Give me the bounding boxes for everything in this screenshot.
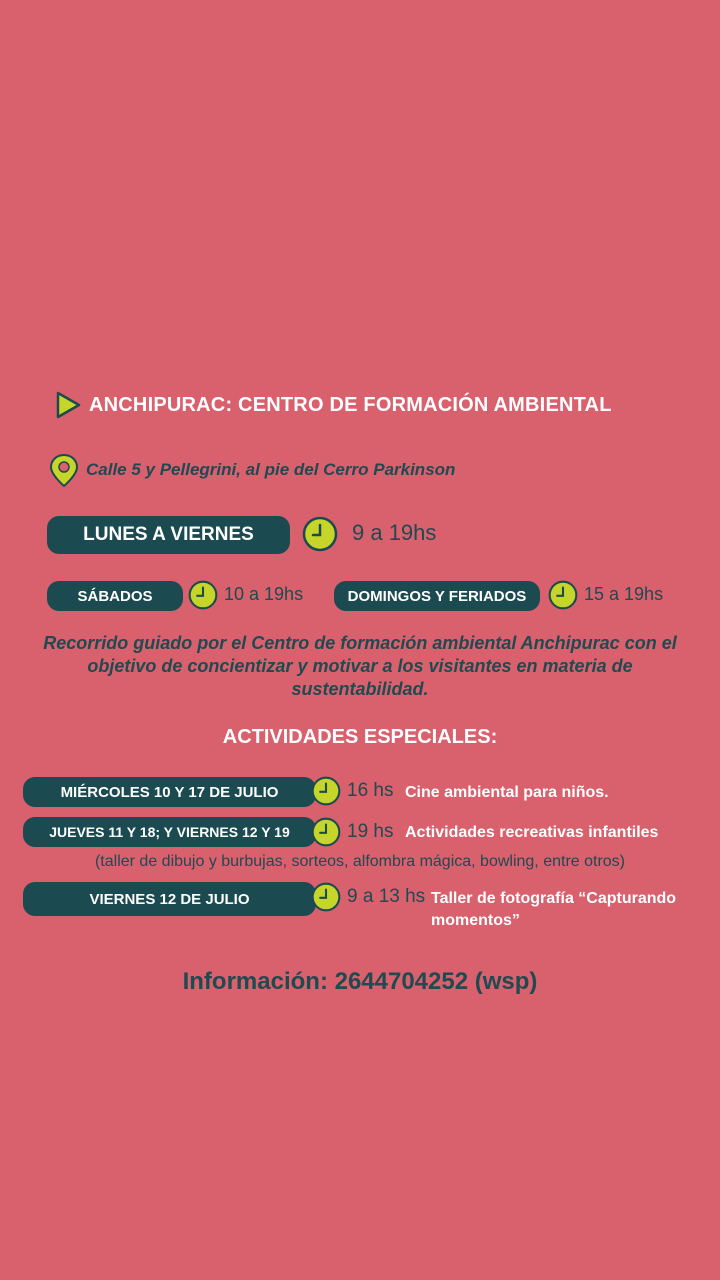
address-text: Calle 5 y Pellegrini, al pie del Cerro Parkinson	[86, 460, 456, 479]
description: Recorrido guiado por el Centro de formación ambiental Anchipurac con el objetivo de concientizar y motivar a los visitantes en materia de sustentabilidad.	[43, 633, 677, 699]
clock-icon	[311, 882, 341, 912]
clock-icon	[548, 580, 578, 610]
activity-name: Actividades recreativas infantiles	[405, 824, 659, 841]
weekdays-label	[47, 516, 290, 554]
clock-icon	[311, 817, 341, 847]
activity-name: Cine ambiental para niños.	[405, 784, 609, 801]
sundays-label	[334, 581, 540, 611]
saturdays-label-text: SÁBADOS	[77, 587, 153, 605]
address-row	[48, 452, 455, 488]
activity-date	[23, 777, 316, 807]
weekdays-hours: 9 a 19hs	[352, 520, 437, 545]
activity-date-text: JUEVES 11 Y 18; Y VIERNES 12 Y 19	[49, 824, 290, 840]
page-title: ANCHIPURAC: CENTRO DE FORMACIÓN AMBIENTAL	[89, 393, 612, 416]
play-icon	[55, 390, 81, 420]
saturdays-label	[47, 581, 183, 611]
saturdays-hours: 10 a 19hs	[224, 584, 304, 604]
location-pin-icon	[48, 452, 80, 488]
special-activities-title: ACTIVIDADES ESPECIALES:	[222, 726, 498, 748]
activity-name-line2: momentos”	[431, 912, 520, 929]
contact-info: Información: 2644704252 (wsp)	[182, 968, 538, 995]
sundays-label-text: DOMINGOS Y FERIADOS	[347, 587, 527, 605]
activity-date-text: MIÉRCOLES 10 Y 17 DE JULIO	[60, 783, 279, 801]
activity-date	[23, 882, 316, 916]
clock-icon	[188, 580, 218, 610]
activity-time: 9 a 13 hs	[347, 886, 426, 907]
activity-name-line1: Taller de fotografía “Capturando	[431, 890, 677, 907]
title-row	[55, 390, 612, 420]
activity-time: 19 hs	[347, 821, 394, 842]
weekdays-label-text: LUNES A VIERNES	[83, 524, 254, 545]
activity-note: (taller de dibujo y burbujas, sorteos, alfombra mágica, bowling, entre otros)	[94, 853, 626, 870]
activity-date	[23, 817, 316, 847]
activity-date-text: VIERNES 12 DE JULIO	[89, 890, 250, 908]
sundays-hours: 15 a 19hs	[584, 584, 664, 604]
clock-icon	[311, 776, 341, 806]
activity-time: 16 hs	[347, 780, 394, 801]
clock-icon	[302, 516, 338, 552]
